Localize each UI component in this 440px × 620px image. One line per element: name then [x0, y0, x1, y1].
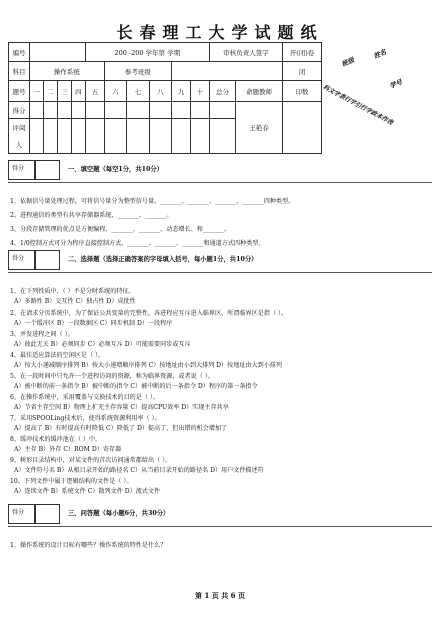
section-2-title: 二、选择题（选择正确答案的字母填入括号，每小题1分，共10分）: [68, 256, 258, 263]
side-label-class: 班级: [340, 56, 356, 69]
header-cell: 总分: [209, 81, 235, 102]
option-line: A）节省主存空间 B）物理上扩充主存容量 C）提高CPU效率 D）实现主存共享: [14, 404, 229, 411]
side-label-name: 姓名: [372, 48, 388, 61]
header-cell: 四: [71, 81, 85, 102]
header-cell: 操作系统: [30, 62, 105, 81]
question-line: 1、在下列性质中，（ ）不是分时系统的特征。: [10, 288, 135, 295]
option-line: A）主存 B）外存 C）ROM D）寄存器: [14, 446, 122, 453]
header-cell: 科目: [9, 62, 30, 81]
question-line: 3、分段存储管理的优点是方便编程、_______、_______、动态增长、和_______。: [10, 226, 231, 233]
question-line: 2、在请求分页系统中，为了保证公共变量的完整性，各进程应互斥进入临界区，所谓临界区是指（ ）。: [10, 310, 287, 317]
question-line: 1、操作系统的设计目标有哪些？操作系统的特性是什么？: [10, 542, 167, 549]
option-line: A）连续文件 B）系统文件 C）散列文件 D）流式文件: [14, 488, 161, 495]
score-box: [34, 160, 60, 180]
section-1-title: 一、填空题（每空1分，共10分）: [68, 166, 164, 173]
option-line: A）文件符号名 B）从根目录开始的路径名 C）从当前目录开始的路径名 D）用户文件描述符: [14, 467, 264, 474]
option-line: A）按大小递减顺序排列 B）按大小递增顺序排列 C）按地址由小到大排列 D）按地址由大到小排列: [14, 362, 282, 369]
header-cell: 八: [149, 81, 172, 102]
header-cell: 一: [30, 81, 44, 102]
header-cell: 二: [43, 81, 57, 102]
question-line: 6、在操作系统中，采用覆盖与交换技术的目的是（ ）。: [10, 394, 160, 401]
score-label: 得分: [12, 509, 25, 516]
option-line: A）一个缓冲区 B）一段数据区 C）同步机制 D）一段程序: [14, 320, 173, 327]
option-line: A）被中断的前一条指令 B）被中断的指令 C）被中断的后一条指令 D）程序的第一条指令: [14, 383, 258, 390]
teacher-name: 王艳春: [236, 102, 283, 154]
option-line: A）彼此无关 B）必须同步 C）必须互斥 D）可能需要同步或互斥: [14, 341, 191, 348]
header-cell: 编号: [9, 43, 30, 62]
header-cell: 题号: [9, 81, 30, 102]
header-cell: 闭: [283, 62, 322, 81]
header-cell: 十: [190, 81, 209, 102]
header-cell: 六: [104, 81, 127, 102]
section-3-title: 三、问答题（每小题6分，共30分）: [68, 510, 170, 517]
header-cell: 九: [172, 81, 191, 102]
header-cell: [172, 62, 283, 81]
header-cell: 七: [127, 81, 150, 102]
divider: [8, 182, 432, 183]
side-label-id: 学号: [388, 78, 404, 91]
header-cell: 评阅 人: [9, 119, 30, 154]
question-line: 7、采用SPOOLing技术后，使得系统资源利用率（ ）。: [10, 415, 161, 422]
divider: [8, 526, 432, 527]
header-cell: 三: [57, 81, 71, 102]
question-line: 5、在一段时间中只允许一个进程访问的资源，称为临界资源，或者说（ ）。: [10, 373, 214, 380]
score-label: 得分: [12, 165, 25, 172]
score-box: [34, 504, 60, 524]
question-line: 3、并发进程之间（ ）。: [10, 331, 74, 338]
question-line: 9、树形目录结构中，对某文件的首次访问通常都给出（ ）。: [10, 457, 172, 464]
header-cell: 印数: [283, 81, 322, 102]
question-line: 10、下列文件中属于逻辑结构的文件是（ ）。: [10, 478, 133, 485]
exam-header-table: [8, 42, 322, 154]
side-label-line: 科文字表行字引行字政本作表: [321, 83, 394, 127]
score-box: [34, 250, 60, 270]
page-title: 长春理工大学试题纸: [116, 23, 324, 42]
divider: [8, 272, 432, 273]
header-cell: 审核负责人签字: [209, 43, 282, 62]
header-cell: 开(闭)卷: [283, 43, 322, 62]
score-label: 得分: [12, 255, 25, 262]
question-line: 8、缓冲技术的缓冲池在（ ）中。: [10, 436, 102, 443]
question-line: 2、进程通信的类型有共享存储器系统、_______、_______。: [10, 212, 173, 219]
header-cell: 五: [85, 81, 104, 102]
header-cell: 得分: [9, 102, 30, 119]
option-line: A）提高了 B）有时提高有时降低 C）降低了 D）提高了，但出错的机会增加了: [14, 425, 228, 432]
header-cell: 命题教师: [236, 81, 283, 102]
option-line: A）多路性 B）交互性 C）独占性 D）成批性: [14, 298, 136, 305]
question-line: 4、1/0控制方式可分为程序直接控制方式、_______、_______、_______和通道方式四种类型。: [10, 240, 265, 247]
question-line: 4、最佳适应算法的空闲区是（ ）。: [10, 352, 105, 359]
header-cell: [30, 43, 86, 62]
question-line: 1、依据信号量处理过程，可将信号量分为整型信号量、_______、_______、_______、_______四种类型。: [10, 198, 295, 205]
header-cell: 参考班级: [104, 62, 172, 81]
header-cell: 200 -200 学年第 学期: [85, 43, 209, 62]
page-footer: 第 1 页 共 6 页: [195, 591, 245, 600]
